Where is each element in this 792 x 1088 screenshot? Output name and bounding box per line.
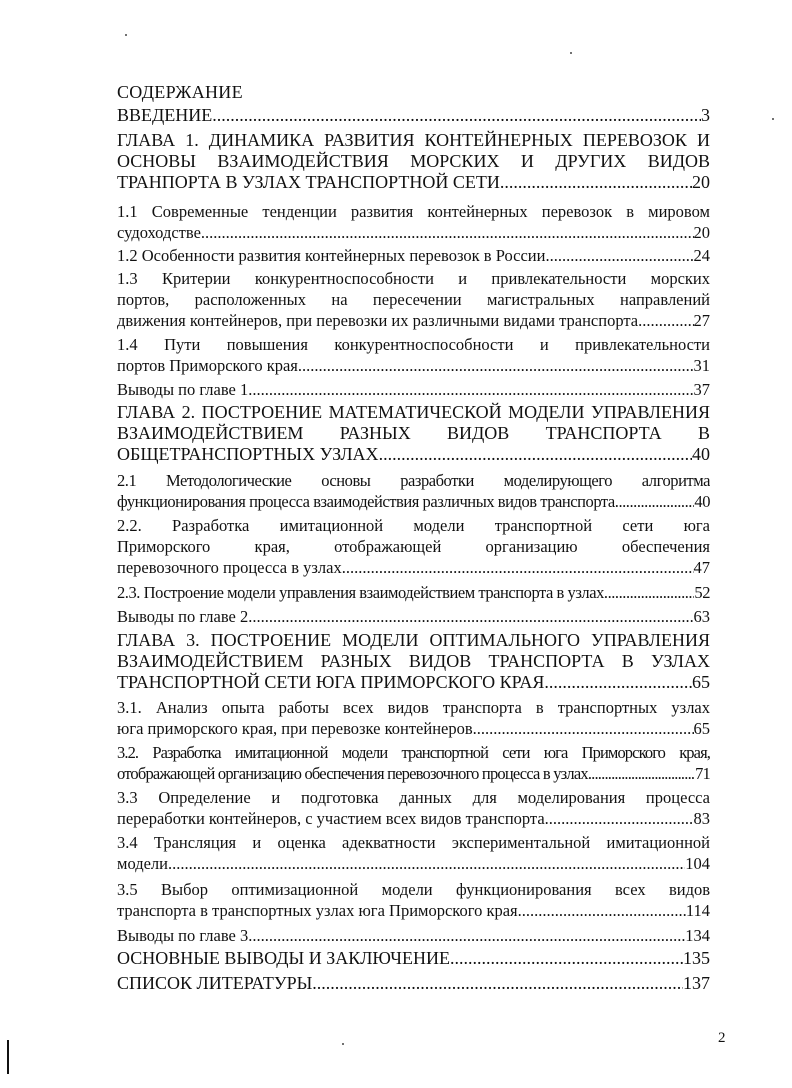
toc-entry-line: 1.3 Критерии конкурентноспособности и привлекательности морских xyxy=(117,269,710,288)
toc-page-ref: 31 xyxy=(693,356,710,375)
toc-page-ref: 20 xyxy=(693,223,710,242)
scan-speck xyxy=(570,52,572,54)
toc-page-ref: 65 xyxy=(692,672,710,692)
toc-page-ref: 40 xyxy=(694,492,710,511)
toc-entry-line: 2.1 Методологические основы разработки моделирующего алгоритма xyxy=(117,471,710,490)
toc-page-ref: 71 xyxy=(695,764,710,783)
toc-page-ref: 27 xyxy=(693,311,710,330)
toc-entry-last-line: СПИСОК ЛИТЕРАТУРЫ ..... 137 xyxy=(117,973,710,994)
toc-entry-last-line: перевозочного процесса в узлах ..... 47 xyxy=(117,557,710,578)
toc-entry-last-line: ТРАНСПОРТНОЙ СЕТИ ЮГА ПРИМОРСКОГО КРАЯ ..... 65 xyxy=(117,672,710,693)
toc-entry-line: 2.2. Разработка имитационной модели транспортной сети юга xyxy=(117,516,710,535)
page-number: 2 xyxy=(718,1030,726,1046)
scan-margin-mark xyxy=(7,1040,9,1074)
toc-entry-last-line: судоходстве ..... 20 xyxy=(117,222,710,243)
scan-speck xyxy=(125,34,127,36)
toc-entry-chapter-1[interactable] xyxy=(117,130,710,193)
toc-entry-line: 3.1. Анализ опыта работы всех видов транспорта в транспортных узлах xyxy=(117,698,710,717)
toc-entry-line: 3.4 Трансляция и оценка адекватности экспериментальной имитационной xyxy=(117,833,710,852)
toc-entry-last-line: 2.3. Построение модели управления взаимодействием транспорта в узлах ..... 52 xyxy=(117,582,710,603)
toc-page-ref: 137 xyxy=(683,973,710,993)
toc-entry-section-1-2[interactable] xyxy=(117,245,710,266)
toc-entry-section-1-3[interactable] xyxy=(117,268,710,331)
toc-entry-section-1-1[interactable] xyxy=(117,201,710,243)
toc-entry-last-line: портов Приморского края ..... 31 xyxy=(117,355,710,376)
toc-entry-conclusions-ch1[interactable] xyxy=(117,379,710,400)
toc-entry-line: ГЛАВА 1. ДИНАМИКА РАЗВИТИЯ КОНТЕЙНЕРНЫХ ПЕРЕВОЗОК И xyxy=(117,130,710,150)
toc-page-ref: 83 xyxy=(693,809,710,828)
toc-entry-last-line: ВВЕДЕНИЕ ..... 3 xyxy=(117,105,710,126)
toc-page-ref: 104 xyxy=(685,854,710,873)
toc-entry-section-3-4[interactable] xyxy=(117,832,710,874)
toc-entry-section-3-1[interactable] xyxy=(117,697,710,739)
toc-page-ref: 52 xyxy=(694,583,710,602)
scan-speck xyxy=(772,118,774,120)
toc-entry-line: 1.1 Современные тенденции развития контейнерных перевозок в мировом xyxy=(117,202,710,221)
toc-entry-last-line: 1.2 Особенности развития контейнерных перевозок в России ..... 24 xyxy=(117,245,710,266)
toc-page-ref: 65 xyxy=(693,719,710,738)
toc-entry-last-line: юга приморского края, при перевозке контейнеров ..... 65 xyxy=(117,718,710,739)
toc-entry-main-conclusions[interactable] xyxy=(117,948,710,969)
toc-entry-section-3-5[interactable] xyxy=(117,879,710,921)
toc-entry-last-line: движения контейнеров, при перевозки их различными видами транспорта ..... 27 xyxy=(117,310,710,331)
toc-entry-line: ГЛАВА 2. ПОСТРОЕНИЕ МАТЕМАТИЧЕСКОЙ МОДЕЛИ УПРАВЛЕНИЯ xyxy=(117,402,710,422)
scan-speck xyxy=(342,1043,344,1045)
toc-entry-line: 3.2. Разработка имитационной модели транспортной сети юга Приморского края, xyxy=(117,743,710,762)
toc-entry-section-2-2[interactable] xyxy=(117,515,710,578)
toc-entry-line: 3.3 Определение и подготовка данных для моделирования процесса xyxy=(117,788,710,807)
toc-entry-chapter-3[interactable] xyxy=(117,630,710,693)
toc-page-ref: 47 xyxy=(693,558,710,577)
toc-entry-last-line: ОСНОВНЫЕ ВЫВОДЫ И ЗАКЛЮЧЕНИЕ ..... 135 xyxy=(117,948,710,969)
toc-entry-last-line: Выводы по главе 3 ..... 134 xyxy=(117,925,710,946)
toc-entry-section-3-2[interactable] xyxy=(117,742,710,784)
toc-entry-introduction[interactable] xyxy=(117,105,710,126)
toc-entry-line: Приморского края, отображающей организацию обеспечения xyxy=(117,537,710,556)
toc-entry-last-line: ОБЩЕТРАНСПОРТНЫХ УЗЛАХ ..... 40 xyxy=(117,444,710,465)
toc-entry-line: ГЛАВА 3. ПОСТРОЕНИЕ МОДЕЛИ ОПТИМАЛЬНОГО УПРАВЛЕНИЯ xyxy=(117,630,710,650)
toc-entry-line: ОСНОВЫ ВЗАИМОДЕЙСТВИЯ МОРСКИХ И ДРУГИХ ВИДОВ xyxy=(117,151,710,171)
toc-title: СОДЕРЖАНИЕ xyxy=(117,82,243,102)
toc-entry-conclusions-ch2[interactable] xyxy=(117,606,710,627)
toc-entry-last-line: Выводы по главе 2 ..... 63 xyxy=(117,606,710,627)
toc-page-ref: 24 xyxy=(693,246,710,265)
toc-entry-section-1-4[interactable] xyxy=(117,334,710,376)
toc-entry-last-line: отображающей организацию обеспечения перевозочного процесса в узлах ..... 71 xyxy=(117,763,710,784)
toc-page-ref: 37 xyxy=(693,380,710,399)
toc-entry-line: 3.5 Выбор оптимизационной модели функционирования всех видов xyxy=(117,880,710,899)
toc-entry-conclusions-ch3[interactable] xyxy=(117,925,710,946)
toc-page-ref: 135 xyxy=(683,948,710,968)
toc-entry-last-line: функционирования процесса взаимодействия различных видов транспорта ..... 40 xyxy=(117,491,710,512)
toc-entry-last-line: ТРАНПОРТА В УЗЛАХ ТРАНСПОРТНОЙ СЕТИ ..... 20 xyxy=(117,172,710,193)
toc-entry-last-line: переработки контейнеров, с участием всех видов транспорта ..... 83 xyxy=(117,808,710,829)
toc-entry-line: ВЗАИМОДЕЙСТВИЕМ РАЗНЫХ ВИДОВ ТРАНСПОРТА В xyxy=(117,423,710,443)
toc-entry-references[interactable] xyxy=(117,973,710,994)
toc-entry-last-line: модели ..... 104 xyxy=(117,853,710,874)
toc-entry-last-line: транспорта в транспортных узлах юга Приморского края ..... 114 xyxy=(117,900,710,921)
toc-entry-section-3-3[interactable] xyxy=(117,787,710,829)
toc-entry-line: портов, расположенных на пересечении магистральных направлений xyxy=(117,290,710,309)
toc-entry-last-line: Выводы по главе 1 ..... 37 xyxy=(117,379,710,400)
toc-entry-section-2-3[interactable] xyxy=(117,582,710,603)
toc-page-ref: 63 xyxy=(693,607,710,626)
toc-entry-section-2-1[interactable] xyxy=(117,470,710,512)
toc-entry-line: ВЗАИМОДЕЙСТВИЕМ РАЗНЫХ ВИДОВ ТРАНСПОРТА В УЗЛАХ xyxy=(117,651,710,671)
toc-entry-chapter-2[interactable] xyxy=(117,402,710,465)
toc-entry-line: 1.4 Пути повышения конкурентноспособности и привлекательности xyxy=(117,335,710,354)
toc-page-ref: 40 xyxy=(692,444,710,464)
toc-page-ref: 114 xyxy=(685,901,710,920)
toc-page-ref: 134 xyxy=(685,926,710,945)
toc-page-ref: 3 xyxy=(701,105,710,125)
toc-page-ref: 20 xyxy=(692,172,710,192)
